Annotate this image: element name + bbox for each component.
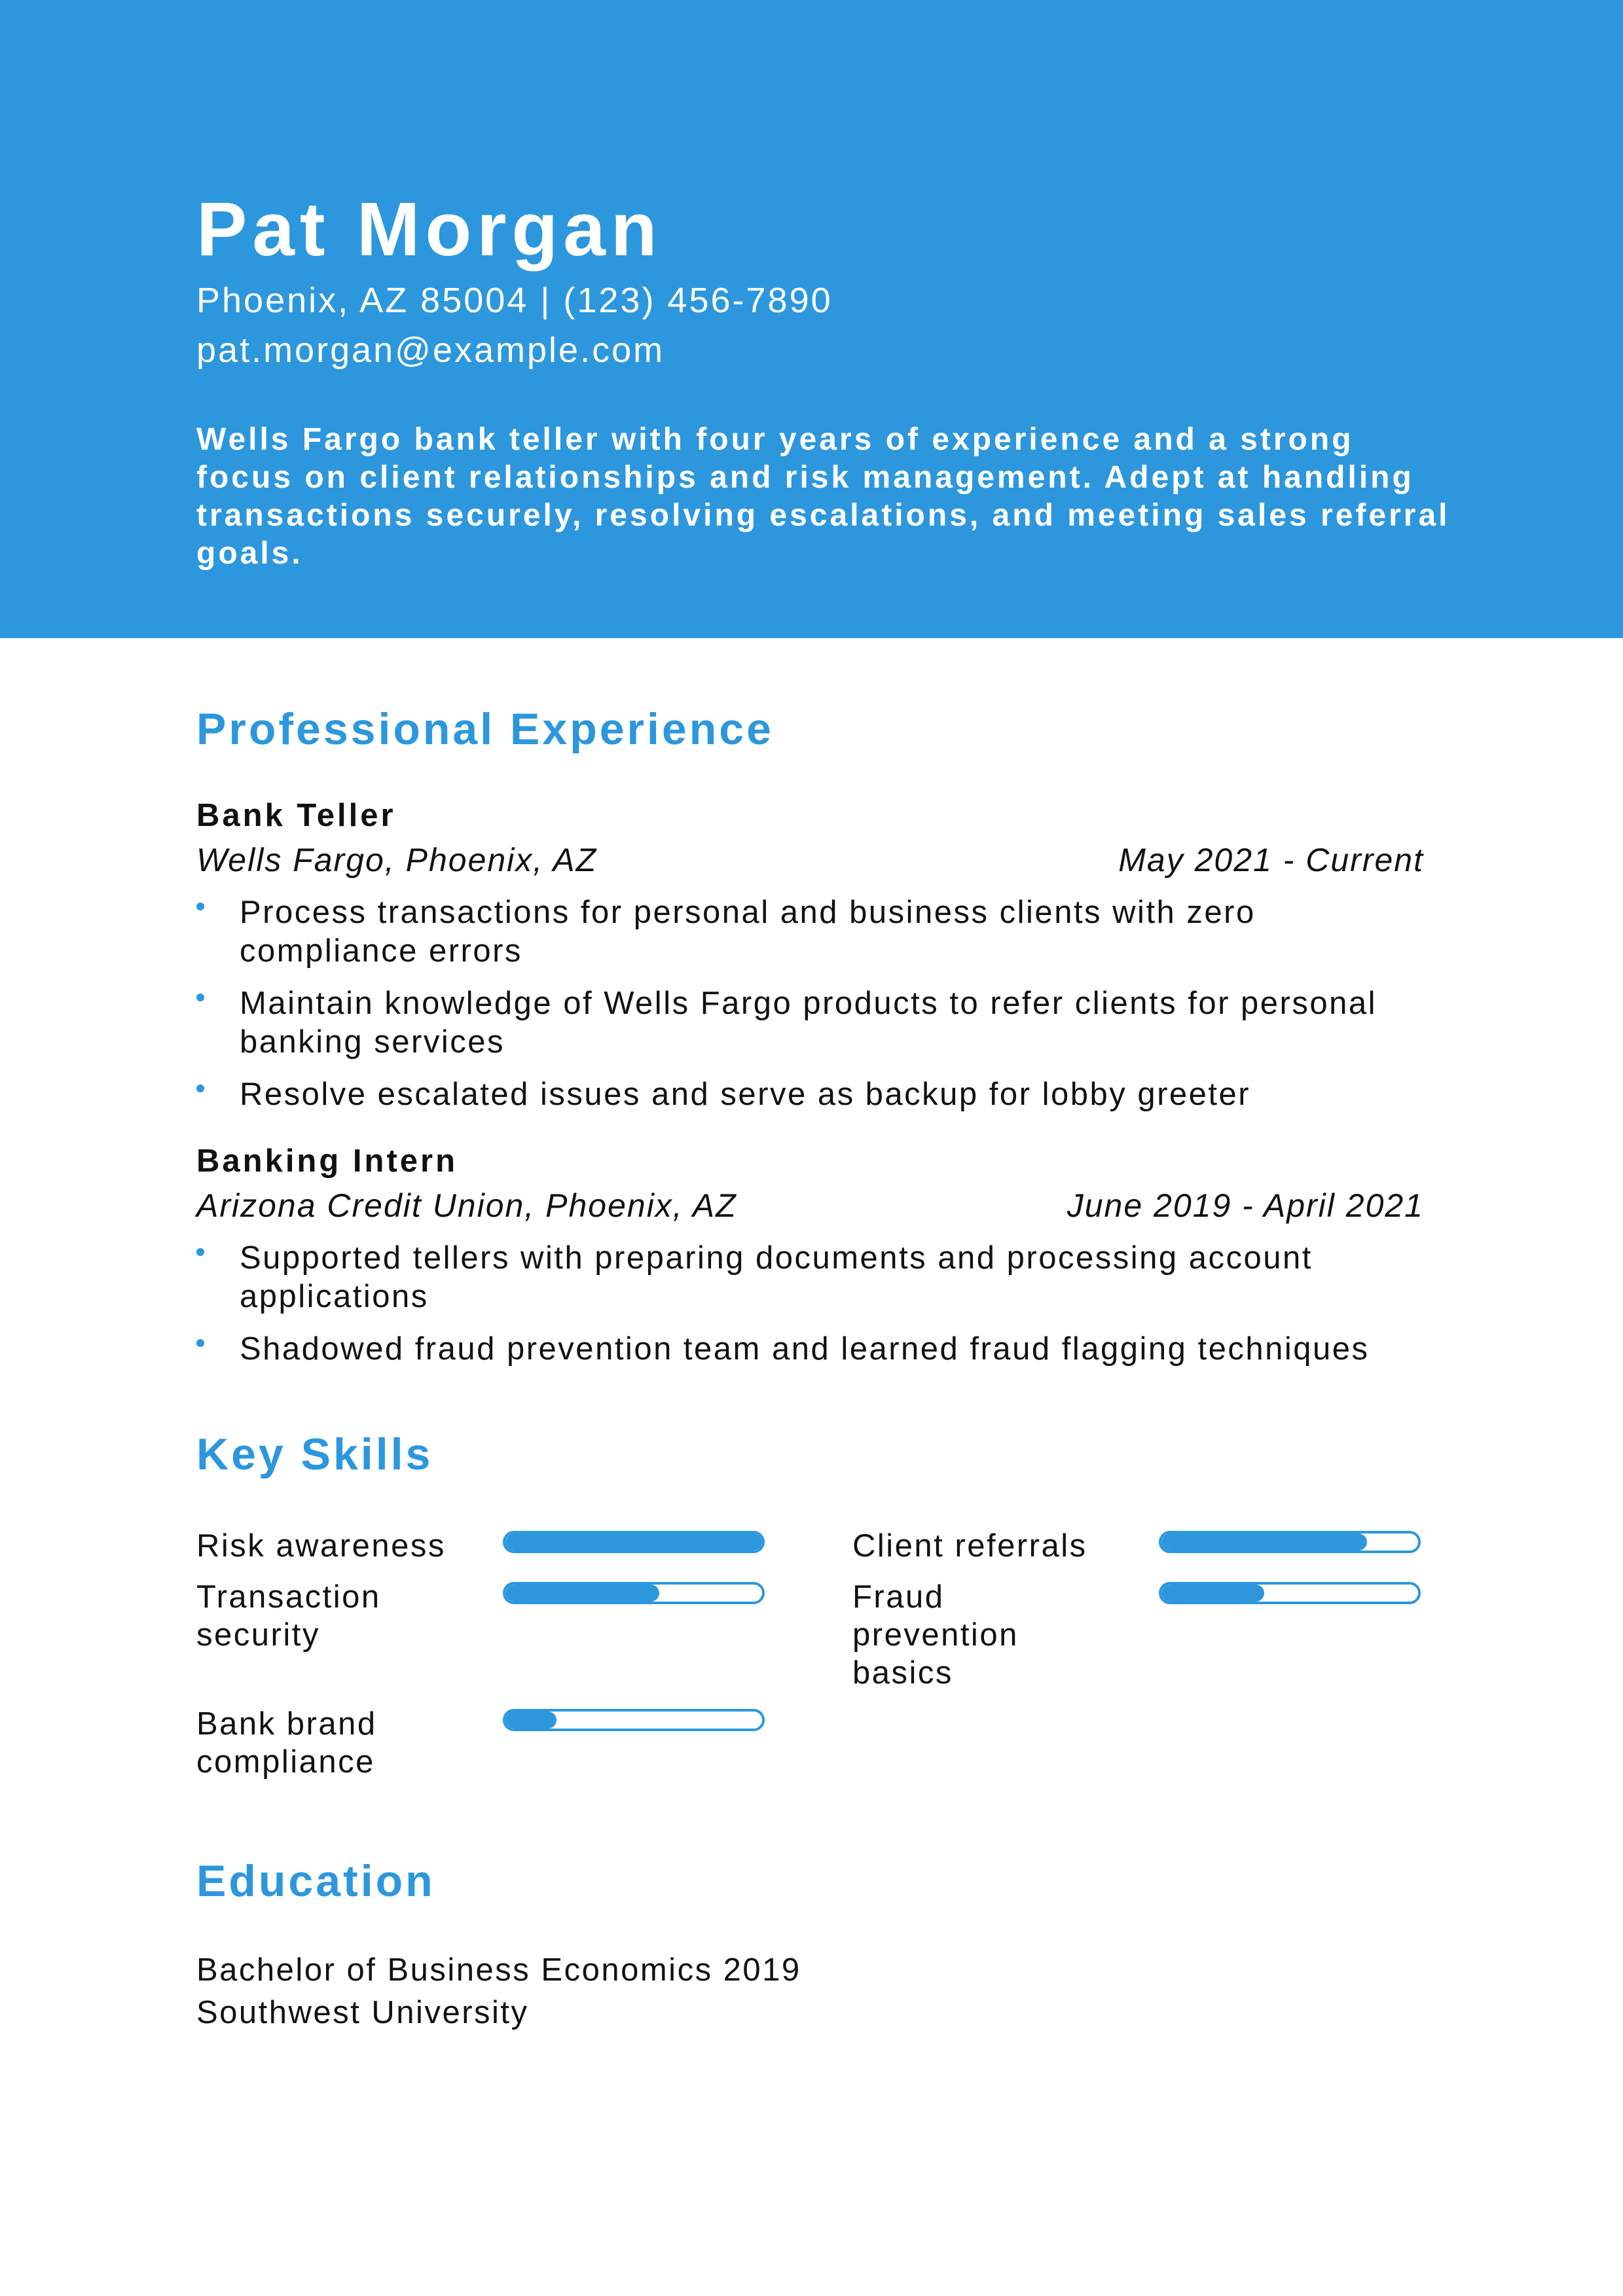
candidate-name: Pat Morgan bbox=[196, 187, 663, 272]
skill-label: Fraud prevention basics bbox=[852, 1579, 1019, 1691]
education-degree: Bachelor of Business Economics 2019 bbox=[196, 1952, 801, 1988]
job-dates: May 2021 - Current bbox=[1118, 842, 1424, 878]
skills-heading: Key Skills bbox=[196, 1429, 433, 1479]
job-title: Bank Teller bbox=[196, 798, 396, 833]
job-meta bbox=[196, 844, 1424, 876]
skill-label: Risk awareness bbox=[196, 1528, 446, 1564]
skill-level-bar bbox=[503, 1709, 765, 1731]
skill-level-bar bbox=[503, 1582, 765, 1604]
job-bullet: Resolve escalated issues and serve as backup for lobby greeter bbox=[196, 1075, 1440, 1114]
job-bullet: Supported tellers with preparing documents and processing account applications bbox=[196, 1239, 1440, 1316]
skill-level-fill bbox=[1161, 1585, 1264, 1602]
bullet-dot-icon bbox=[196, 1339, 204, 1347]
skill-level-fill bbox=[1161, 1534, 1367, 1551]
contact-email: pat.morgan@example.com bbox=[196, 331, 665, 370]
skill-level-bar bbox=[1159, 1582, 1421, 1604]
contact-location-phone: Phoenix, AZ 85004 | (123) 456-7890 bbox=[196, 281, 833, 320]
profile-summary: Wells Fargo bank teller with four years of experience and a strong focus on client relationships and risk management. Adept at handling transactions securely, resolving escalations, and meeting sales referral goals. bbox=[196, 422, 1450, 571]
skill-level-fill bbox=[505, 1534, 762, 1551]
job-bullet: Shadowed fraud prevention team and learned fraud flagging techniques bbox=[196, 1330, 1440, 1369]
skill-level-bar bbox=[503, 1531, 765, 1553]
education-heading: Education bbox=[196, 1856, 435, 1906]
skill-label: Transaction security bbox=[196, 1579, 381, 1653]
job-bullet: Process transactions for personal and business clients with zero compliance errors bbox=[196, 893, 1440, 971]
skill-label: Bank brand compliance bbox=[196, 1706, 377, 1780]
bullet-dot-icon bbox=[196, 994, 204, 1001]
job-bullet-list bbox=[196, 1239, 1440, 1369]
education-school: Southwest University bbox=[196, 1995, 529, 2030]
bullet-dot-icon bbox=[196, 1248, 204, 1256]
skill-item bbox=[196, 1705, 851, 1810]
skill-item bbox=[852, 1578, 1507, 1691]
bullet-dot-icon bbox=[196, 1085, 204, 1092]
skill-level-bar bbox=[1159, 1531, 1421, 1553]
skill-label: Client referrals bbox=[852, 1528, 1087, 1564]
experience-heading: Professional Experience bbox=[196, 704, 774, 754]
job-title: Banking Intern bbox=[196, 1143, 458, 1179]
job-company: Wells Fargo, Phoenix, AZ bbox=[196, 842, 598, 878]
skill-level-fill bbox=[505, 1712, 556, 1729]
job-meta bbox=[196, 1189, 1424, 1222]
job-dates: June 2019 - April 2021 bbox=[1067, 1187, 1424, 1224]
skill-item bbox=[196, 1578, 851, 1683]
skill-level-fill bbox=[505, 1585, 659, 1602]
job-bullet-list bbox=[196, 893, 1440, 1114]
bullet-dot-icon bbox=[196, 903, 204, 910]
job-bullet: Maintain knowledge of Wells Fargo products to refer clients for personal banking services bbox=[196, 984, 1440, 1062]
job-company: Arizona Credit Union, Phoenix, AZ bbox=[196, 1187, 737, 1224]
